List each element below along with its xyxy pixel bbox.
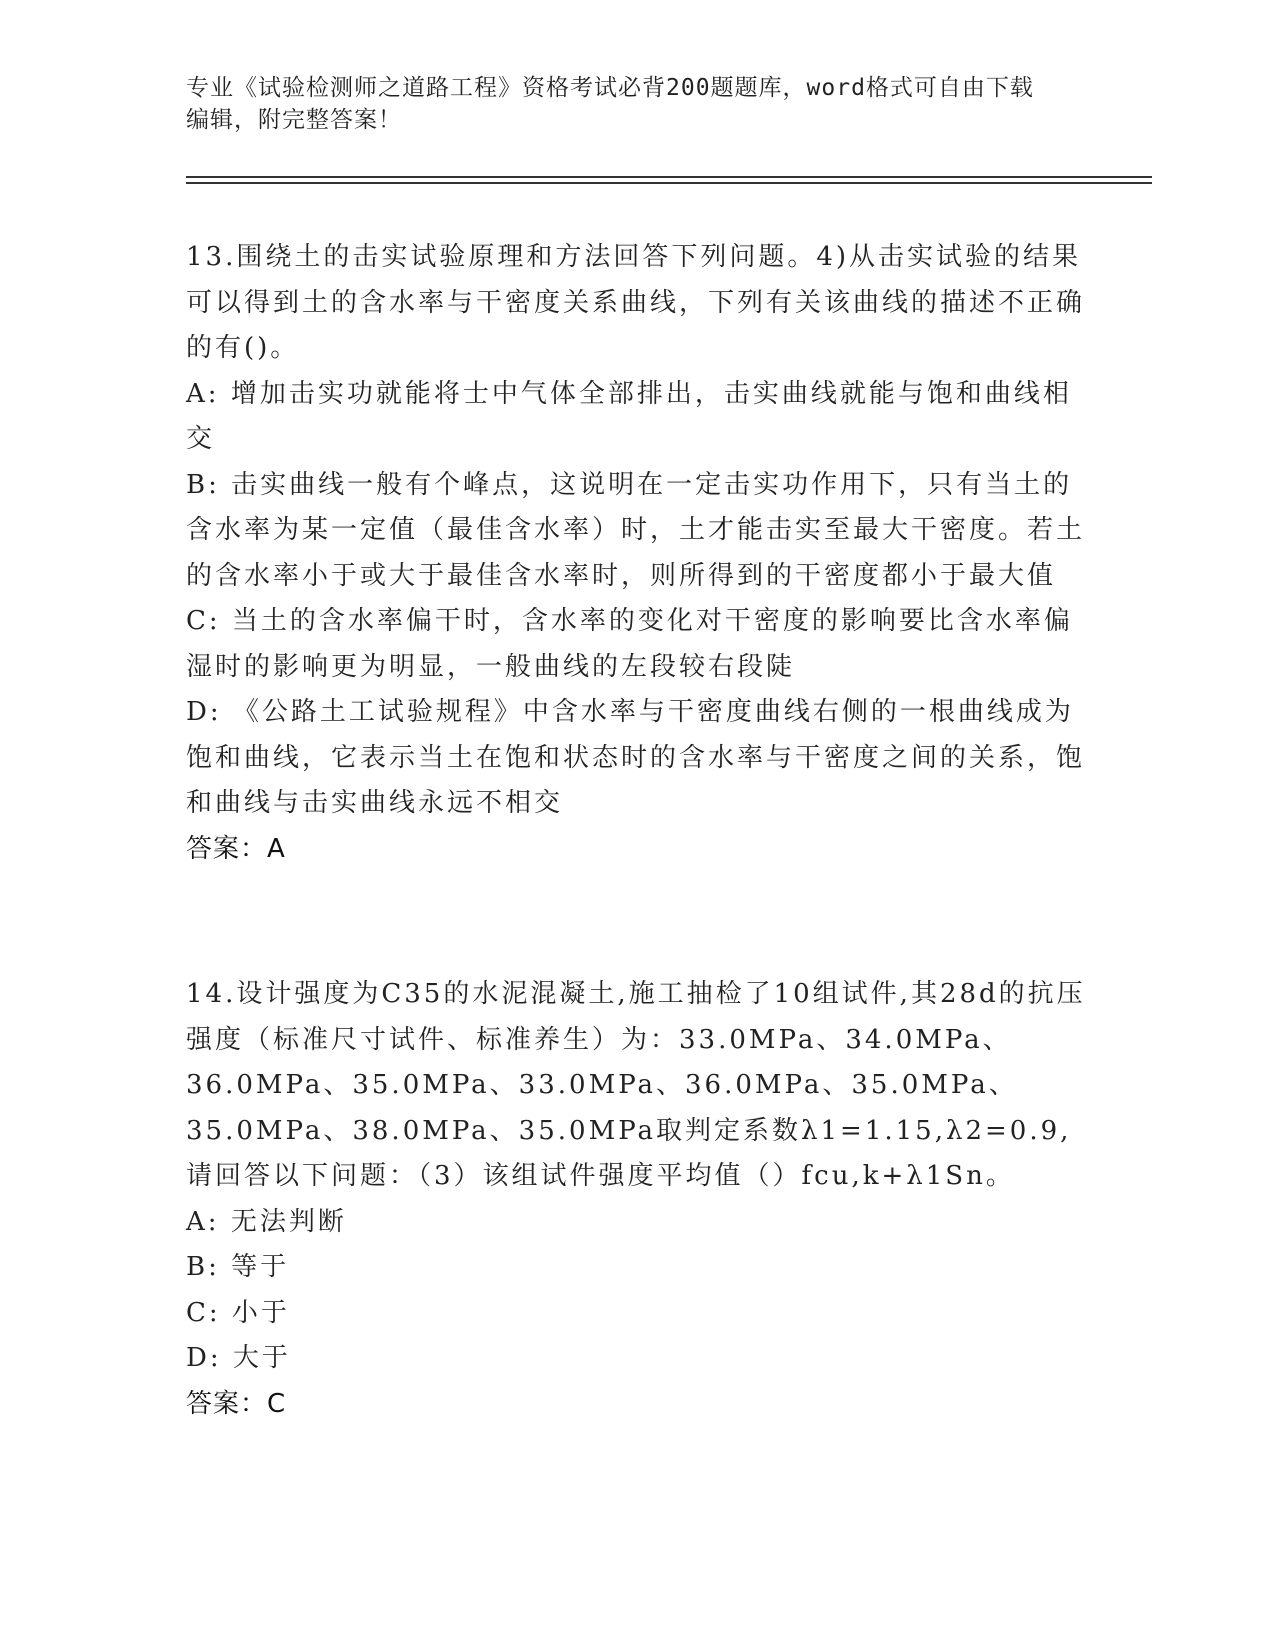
question-13 xyxy=(186,235,1086,872)
option-key: B: xyxy=(186,469,220,500)
header-line-2: 编辑，附完整答案！ xyxy=(186,107,402,133)
question-stem: 13.围绕土的击实试验原理和方法回答下列问题。4)从击实试验的结果可以得到土的含水率与干密度关系曲线，下列有关该曲线的描述不正确的有()。 xyxy=(186,242,1086,363)
option-d xyxy=(186,1336,1086,1382)
option-text: 无法判断 xyxy=(230,1206,347,1237)
option-c xyxy=(186,1291,1086,1337)
option-b xyxy=(186,1245,1086,1291)
option-d xyxy=(186,690,1086,827)
option-text: 击实曲线一般有个峰点，这说明在一定击实功作用下，只有当土的含水率为某一定值（最佳含水率）时，土才能击实至最大干密度。若土的含水率小于或大于最佳含水率时，则所得到的干密度都小于最大值 xyxy=(186,469,1086,591)
option-key: D: xyxy=(186,697,222,727)
header-line-1: 专业《试验检测师之道路工程》资格考试必背200题题库，word格式可自由下载 xyxy=(186,75,1034,101)
option-a xyxy=(186,372,1086,463)
header-divider-bottom xyxy=(186,182,1152,184)
option-text: 大于 xyxy=(232,1343,291,1373)
option-text: 《公路土工试验规程》中含水率与干密度曲线右侧的一根曲线成为饱和曲线，它表示当土在饱和状态时的含水率与干密度之间的关系，饱和曲线与击实曲线永远不相交 xyxy=(186,697,1086,818)
option-key: A: xyxy=(186,378,220,409)
answer-label: 答案：C xyxy=(186,1388,287,1419)
option-key: A: xyxy=(186,1206,220,1237)
question-14 xyxy=(186,972,1086,1427)
option-text: 增加击实功就能将士中气体全部排出，击实曲线就能与饱和曲线相交 xyxy=(186,378,1072,454)
option-text: 当土的含水率偏干时，含水率的变化对干密度的影响要比含水率偏湿时的影响更为明显，一般曲线的左段较右段陡 xyxy=(186,606,1073,682)
option-text: 小于 xyxy=(231,1297,290,1328)
option-b xyxy=(186,463,1086,600)
document-header xyxy=(186,72,1086,136)
option-key: C: xyxy=(186,606,221,636)
option-key: B: xyxy=(186,1252,220,1282)
option-key: C: xyxy=(186,1297,221,1328)
header-divider-top xyxy=(186,176,1152,178)
option-c xyxy=(186,599,1086,690)
option-text: 等于 xyxy=(231,1252,290,1282)
option-key: D: xyxy=(186,1343,222,1373)
answer-label: 答案：A xyxy=(186,833,286,864)
option-a xyxy=(186,1200,1086,1246)
question-stem: 14.设计强度为C35的水泥混凝土,施工抽检了10组试件,其28d的抗压强度（标准尺寸试件、标准养生）为：33.0MPa、34.0MPa、36.0MPa、35.0MPa、33.0MPa、36.0MPa、35.0MPa、35.0MPa、38.0MPa、35.0MPa取判定系数λ1=1.15,λ2=0.9,请回答以下问题：（3）该组试件强度平均值（）fcu,k+λ1Sn。 xyxy=(186,979,1086,1191)
